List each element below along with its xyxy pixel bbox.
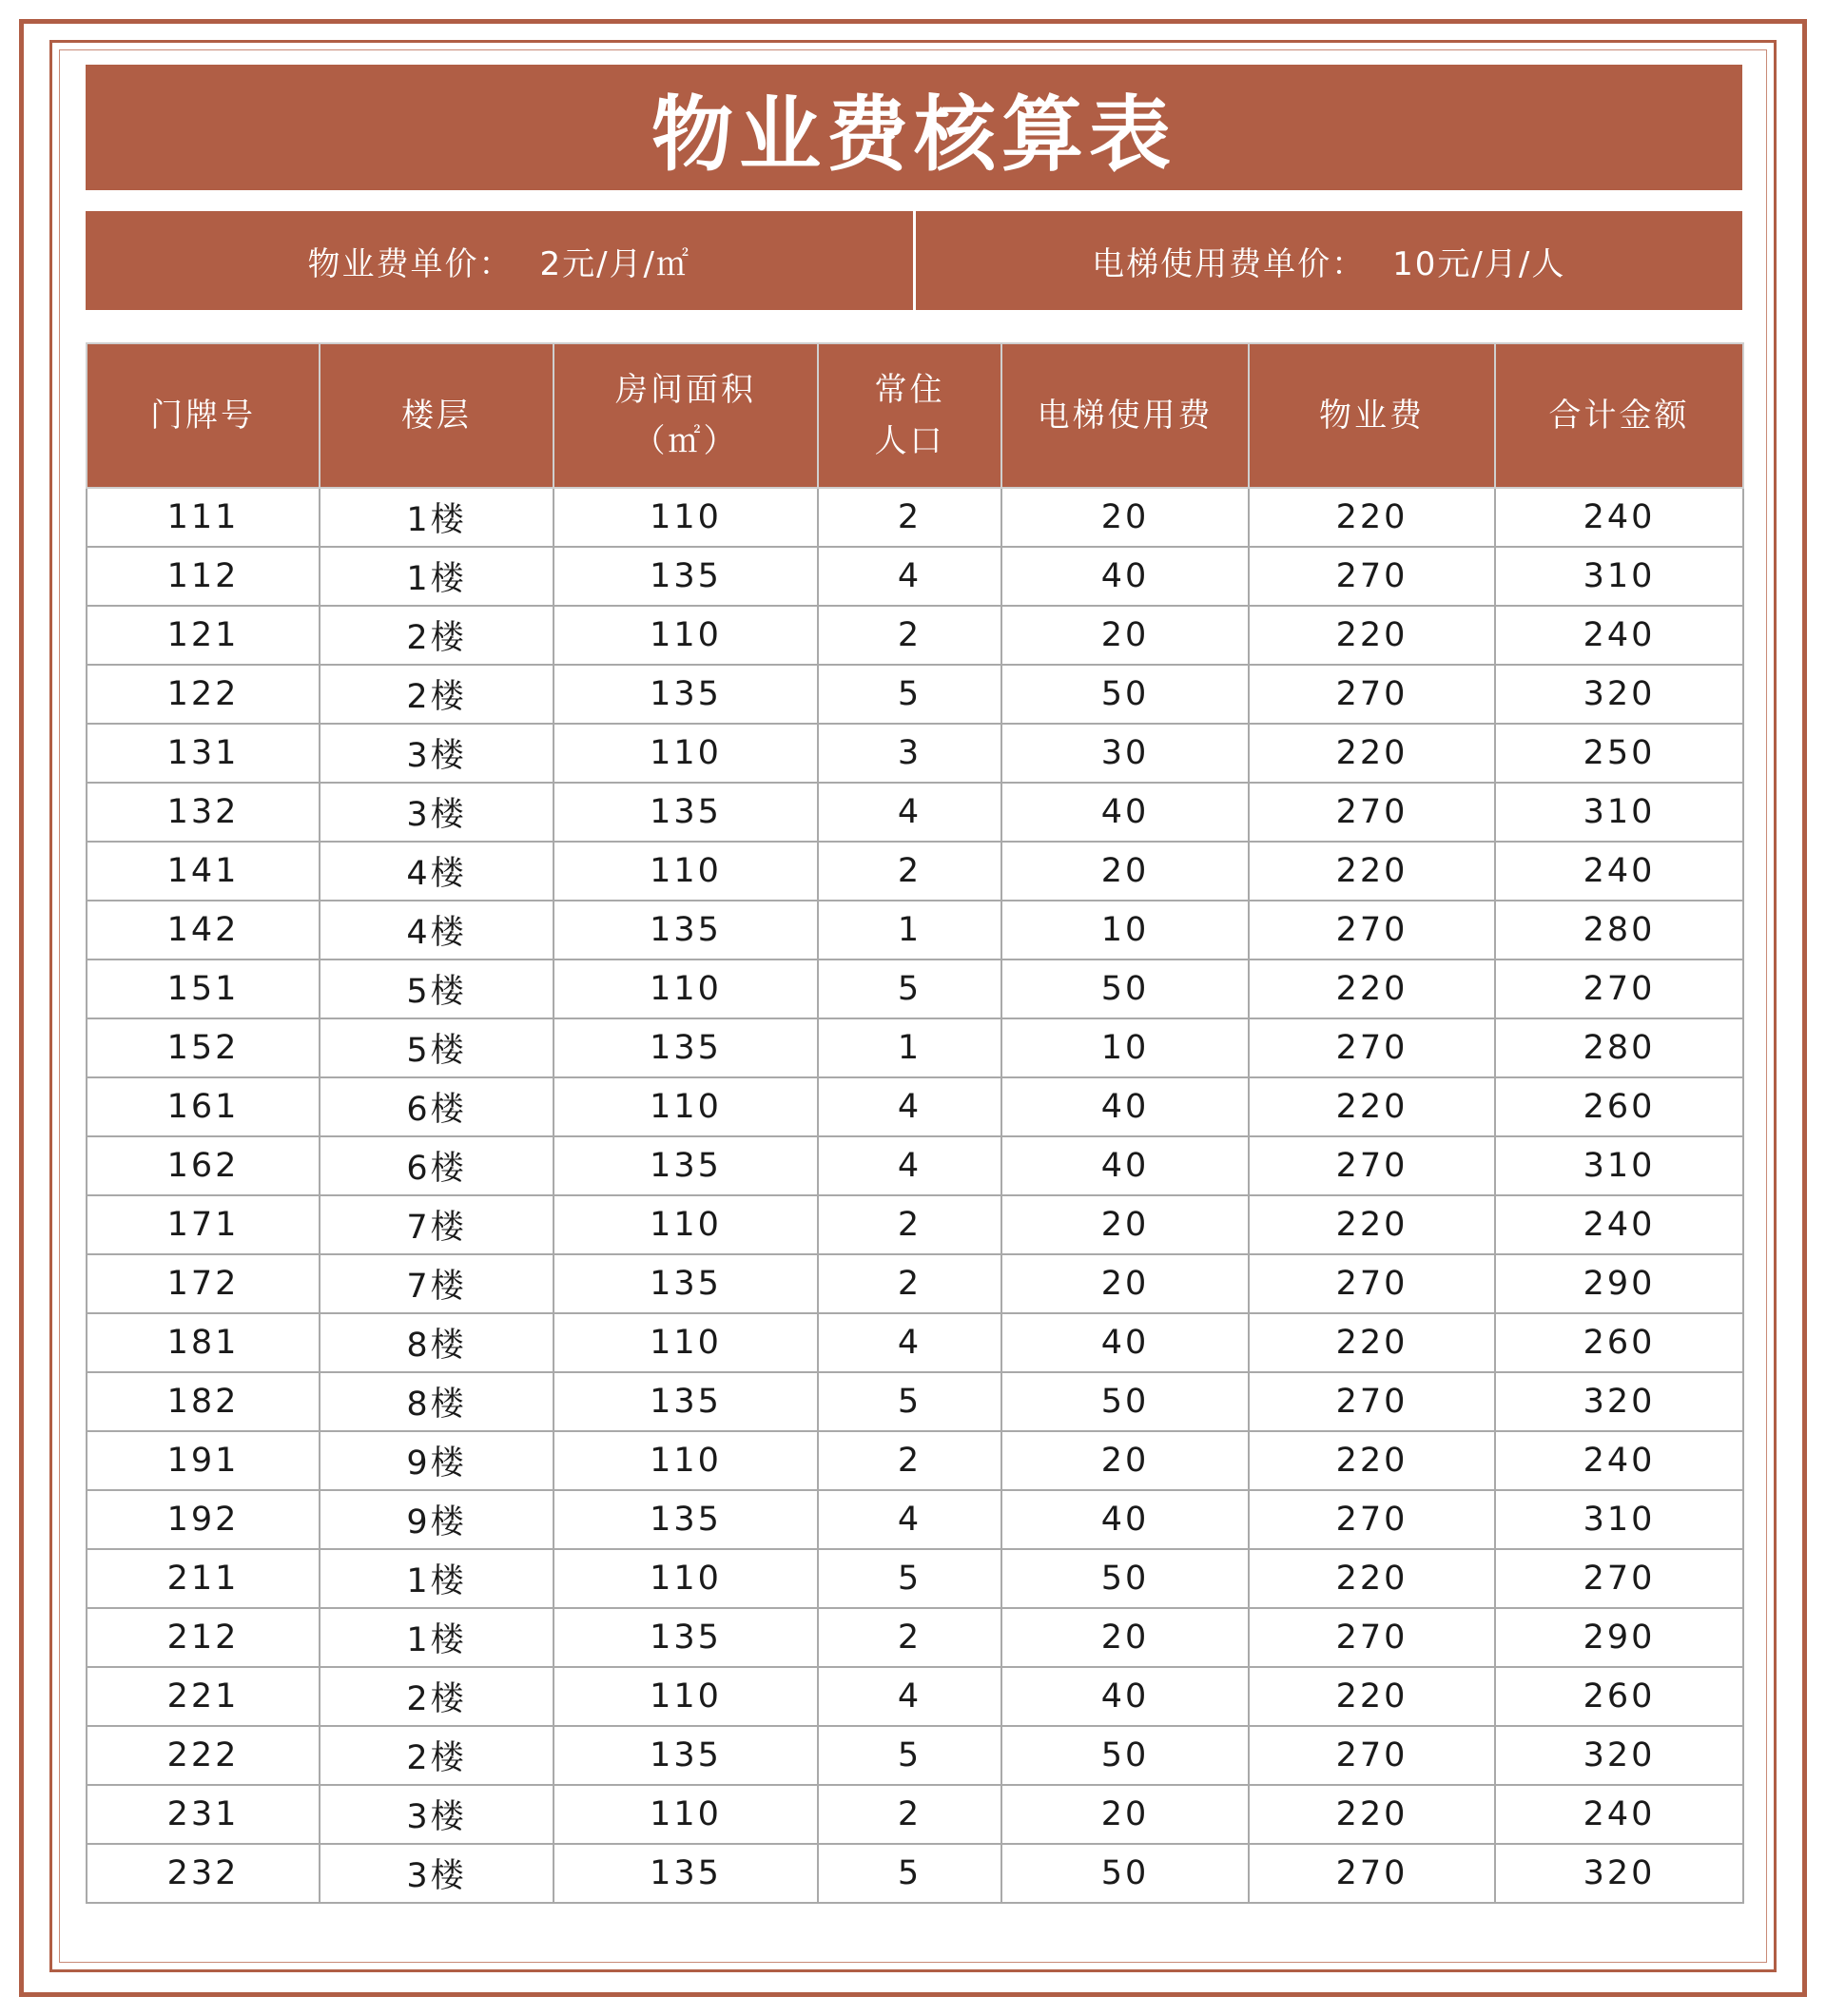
- residents-cell: 4: [818, 1667, 1001, 1726]
- total-amount-cell: 280: [1495, 1018, 1743, 1077]
- door-number-cell: 131: [87, 724, 320, 783]
- table-row: [87, 1785, 1743, 1844]
- property-fee-cell: 220: [1249, 1549, 1495, 1608]
- header-door-number: 门牌号: [87, 343, 320, 488]
- total-amount-cell: 240: [1495, 1195, 1743, 1254]
- door-number-cell: 211: [87, 1549, 320, 1608]
- total-amount-cell: 320: [1495, 1726, 1743, 1785]
- elevator-fee-cell: 10: [1001, 1018, 1249, 1077]
- room-area-cell: 110: [554, 1667, 818, 1726]
- elevator-fee-cell: 20: [1001, 1254, 1249, 1313]
- table-row: [87, 1490, 1743, 1549]
- elevator-fee-cell: 50: [1001, 960, 1249, 1018]
- property-fee-unit-price: [86, 211, 913, 310]
- residents-cell: 1: [818, 901, 1001, 960]
- room-area-cell: 110: [554, 960, 818, 1018]
- header-room-area: 房间面积 （㎡）: [554, 343, 818, 488]
- table-row: [87, 783, 1743, 842]
- door-number-cell: 121: [87, 606, 320, 665]
- residents-cell: 2: [818, 488, 1001, 547]
- property-fee-cell: 220: [1249, 724, 1495, 783]
- total-amount-cell: 240: [1495, 1785, 1743, 1844]
- total-amount-cell: 250: [1495, 724, 1743, 783]
- table-row: [87, 901, 1743, 960]
- floor-cell: 1楼: [320, 1549, 554, 1608]
- residents-cell: 4: [818, 547, 1001, 606]
- floor-cell: 1楼: [320, 547, 554, 606]
- elevator-fee-cell: 50: [1001, 1844, 1249, 1903]
- floor-cell: 6楼: [320, 1136, 554, 1195]
- room-area-cell: 110: [554, 1549, 818, 1608]
- floor-cell: 3楼: [320, 724, 554, 783]
- total-amount-cell: 240: [1495, 606, 1743, 665]
- door-number-cell: 152: [87, 1018, 320, 1077]
- residents-cell: 5: [818, 1726, 1001, 1785]
- table-row: [87, 1195, 1743, 1254]
- property-fee-cell: 220: [1249, 488, 1495, 547]
- total-amount-cell: 320: [1495, 1372, 1743, 1431]
- total-amount-cell: 240: [1495, 1431, 1743, 1490]
- elevator-fee-cell: 20: [1001, 842, 1249, 901]
- table-row: [87, 1077, 1743, 1136]
- room-area-cell: 135: [554, 1136, 818, 1195]
- table-row: [87, 1549, 1743, 1608]
- floor-cell: 6楼: [320, 1077, 554, 1136]
- table-body: [87, 488, 1743, 1903]
- property-fee-cell: 220: [1249, 1077, 1495, 1136]
- room-area-cell: 135: [554, 547, 818, 606]
- door-number-cell: 112: [87, 547, 320, 606]
- total-amount-cell: 260: [1495, 1313, 1743, 1372]
- property-fee-cell: 220: [1249, 1785, 1495, 1844]
- table-row: [87, 1726, 1743, 1785]
- header-property-fee: 物业费: [1249, 343, 1495, 488]
- elevator-fee-cell: 20: [1001, 1785, 1249, 1844]
- elevator-fee-cell: 50: [1001, 1726, 1249, 1785]
- elevator-fee-cell: 20: [1001, 488, 1249, 547]
- total-amount-cell: 260: [1495, 1077, 1743, 1136]
- property-fee-cell: 270: [1249, 783, 1495, 842]
- table-row: [87, 1844, 1743, 1903]
- floor-cell: 4楼: [320, 842, 554, 901]
- total-amount-cell: 240: [1495, 488, 1743, 547]
- floor-cell: 7楼: [320, 1254, 554, 1313]
- table-row: [87, 724, 1743, 783]
- property-fee-cell: 220: [1249, 606, 1495, 665]
- elevator-fee-cell: 20: [1001, 1608, 1249, 1667]
- table-row: [87, 606, 1743, 665]
- floor-cell: 9楼: [320, 1490, 554, 1549]
- property-fee-cell: 220: [1249, 842, 1495, 901]
- total-amount-cell: 240: [1495, 842, 1743, 901]
- elevator-fee-cell: 10: [1001, 901, 1249, 960]
- fee-table: [86, 342, 1744, 1904]
- property-fee-cell: 270: [1249, 1254, 1495, 1313]
- floor-cell: 5楼: [320, 960, 554, 1018]
- table-row: [87, 665, 1743, 724]
- property-fee-cell: 270: [1249, 1608, 1495, 1667]
- header-elevator-fee: 电梯使用费: [1001, 343, 1249, 488]
- residents-cell: 2: [818, 842, 1001, 901]
- door-number-cell: 142: [87, 901, 320, 960]
- elevator-fee-cell: 40: [1001, 1490, 1249, 1549]
- table-row: [87, 547, 1743, 606]
- table-row: [87, 1608, 1743, 1667]
- room-area-cell: 110: [554, 1313, 818, 1372]
- total-amount-cell: 260: [1495, 1667, 1743, 1726]
- floor-cell: 7楼: [320, 1195, 554, 1254]
- residents-cell: 2: [818, 1431, 1001, 1490]
- elevator-fee-unit-price: [913, 211, 1743, 310]
- floor-cell: 3楼: [320, 1785, 554, 1844]
- total-amount-cell: 320: [1495, 1844, 1743, 1903]
- room-area-cell: 110: [554, 724, 818, 783]
- door-number-cell: 232: [87, 1844, 320, 1903]
- door-number-cell: 111: [87, 488, 320, 547]
- door-number-cell: 151: [87, 960, 320, 1018]
- door-number-cell: 192: [87, 1490, 320, 1549]
- room-area-cell: 110: [554, 1077, 818, 1136]
- room-area-cell: 135: [554, 901, 818, 960]
- room-area-cell: 110: [554, 488, 818, 547]
- room-area-cell: 135: [554, 783, 818, 842]
- residents-cell: 2: [818, 1195, 1001, 1254]
- room-area-cell: 110: [554, 606, 818, 665]
- total-amount-cell: 320: [1495, 665, 1743, 724]
- door-number-cell: 132: [87, 783, 320, 842]
- table-row: [87, 1667, 1743, 1726]
- property-fee-cell: 270: [1249, 547, 1495, 606]
- residents-cell: 5: [818, 665, 1001, 724]
- room-area-cell: 135: [554, 1726, 818, 1785]
- floor-cell: 2楼: [320, 606, 554, 665]
- elevator-fee-cell: 30: [1001, 724, 1249, 783]
- property-fee-cell: 270: [1249, 1726, 1495, 1785]
- residents-cell: 2: [818, 606, 1001, 665]
- room-area-cell: 135: [554, 1254, 818, 1313]
- property-fee-cell: 270: [1249, 1372, 1495, 1431]
- property-fee-unit-price-label: 物业费单价：: [307, 244, 514, 283]
- floor-cell: 9楼: [320, 1431, 554, 1490]
- door-number-cell: 141: [87, 842, 320, 901]
- door-number-cell: 191: [87, 1431, 320, 1490]
- room-area-cell: 135: [554, 1372, 818, 1431]
- header-total-amount: 合计金额: [1495, 343, 1743, 488]
- floor-cell: 3楼: [320, 783, 554, 842]
- property-fee-cell: 270: [1249, 1136, 1495, 1195]
- total-amount-cell: 310: [1495, 783, 1743, 842]
- floor-cell: 1楼: [320, 1608, 554, 1667]
- table-row: [87, 1018, 1743, 1077]
- property-fee-cell: 270: [1249, 901, 1495, 960]
- floor-cell: 1楼: [320, 488, 554, 547]
- property-fee-cell: 220: [1249, 1313, 1495, 1372]
- door-number-cell: 172: [87, 1254, 320, 1313]
- property-fee-cell: 270: [1249, 1018, 1495, 1077]
- room-area-cell: 135: [554, 1608, 818, 1667]
- floor-cell: 2楼: [320, 665, 554, 724]
- property-fee-cell: 270: [1249, 1490, 1495, 1549]
- door-number-cell: 231: [87, 1785, 320, 1844]
- room-area-cell: 135: [554, 665, 818, 724]
- elevator-fee-cell: 40: [1001, 547, 1249, 606]
- page-title: 物业费核算表: [86, 65, 1742, 190]
- floor-cell: 5楼: [320, 1018, 554, 1077]
- door-number-cell: 162: [87, 1136, 320, 1195]
- residents-cell: 5: [818, 960, 1001, 1018]
- elevator-fee-cell: 40: [1001, 1667, 1249, 1726]
- elevator-fee-unit-price-value: 10元/月/人: [1392, 244, 1566, 283]
- elevator-fee-cell: 40: [1001, 1077, 1249, 1136]
- room-area-cell: 110: [554, 1431, 818, 1490]
- elevator-fee-cell: 20: [1001, 1195, 1249, 1254]
- room-area-cell: 135: [554, 1490, 818, 1549]
- door-number-cell: 182: [87, 1372, 320, 1431]
- header-floor: 楼层: [320, 343, 554, 488]
- residents-cell: 2: [818, 1785, 1001, 1844]
- floor-cell: 2楼: [320, 1667, 554, 1726]
- door-number-cell: 171: [87, 1195, 320, 1254]
- total-amount-cell: 270: [1495, 1549, 1743, 1608]
- total-amount-cell: 290: [1495, 1608, 1743, 1667]
- floor-cell: 2楼: [320, 1726, 554, 1785]
- residents-cell: 5: [818, 1844, 1001, 1903]
- residents-cell: 3: [818, 724, 1001, 783]
- elevator-fee-cell: 20: [1001, 606, 1249, 665]
- table-row: [87, 488, 1743, 547]
- total-amount-cell: 310: [1495, 547, 1743, 606]
- table-row: [87, 1254, 1743, 1313]
- door-number-cell: 161: [87, 1077, 320, 1136]
- residents-cell: 4: [818, 1490, 1001, 1549]
- total-amount-cell: 310: [1495, 1136, 1743, 1195]
- property-fee-cell: 220: [1249, 1667, 1495, 1726]
- room-area-cell: 135: [554, 1844, 818, 1903]
- elevator-fee-cell: 40: [1001, 1136, 1249, 1195]
- total-amount-cell: 310: [1495, 1490, 1743, 1549]
- property-fee-cell: 270: [1249, 665, 1495, 724]
- room-area-cell: 110: [554, 1785, 818, 1844]
- table-header-row: [87, 343, 1743, 488]
- floor-cell: 4楼: [320, 901, 554, 960]
- residents-cell: 4: [818, 1077, 1001, 1136]
- elevator-fee-unit-price-label: 电梯使用费单价：: [1092, 244, 1367, 283]
- elevator-fee-cell: 50: [1001, 665, 1249, 724]
- room-area-cell: 135: [554, 1018, 818, 1077]
- total-amount-cell: 290: [1495, 1254, 1743, 1313]
- residents-cell: 4: [818, 1313, 1001, 1372]
- total-amount-cell: 270: [1495, 960, 1743, 1018]
- property-fee-cell: 220: [1249, 960, 1495, 1018]
- property-fee-unit-price-value: 2元/月/㎡: [539, 244, 691, 283]
- residents-cell: 1: [818, 1018, 1001, 1077]
- door-number-cell: 221: [87, 1667, 320, 1726]
- floor-cell: 8楼: [320, 1372, 554, 1431]
- residents-cell: 4: [818, 1136, 1001, 1195]
- elevator-fee-cell: 20: [1001, 1431, 1249, 1490]
- unit-price-bar: [86, 211, 1742, 310]
- header-residents: 常住 人口: [818, 343, 1001, 488]
- residents-cell: 2: [818, 1608, 1001, 1667]
- property-fee-cell: 220: [1249, 1431, 1495, 1490]
- residents-cell: 5: [818, 1372, 1001, 1431]
- table-row: [87, 1372, 1743, 1431]
- residents-cell: 5: [818, 1549, 1001, 1608]
- door-number-cell: 222: [87, 1726, 320, 1785]
- residents-cell: 4: [818, 783, 1001, 842]
- table-row: [87, 1136, 1743, 1195]
- elevator-fee-cell: 50: [1001, 1372, 1249, 1431]
- elevator-fee-cell: 40: [1001, 783, 1249, 842]
- floor-cell: 3楼: [320, 1844, 554, 1903]
- door-number-cell: 122: [87, 665, 320, 724]
- elevator-fee-cell: 50: [1001, 1549, 1249, 1608]
- room-area-cell: 110: [554, 842, 818, 901]
- total-amount-cell: 280: [1495, 901, 1743, 960]
- room-area-cell: 110: [554, 1195, 818, 1254]
- table-row: [87, 842, 1743, 901]
- table-row: [87, 1431, 1743, 1490]
- residents-cell: 2: [818, 1254, 1001, 1313]
- table-row: [87, 1313, 1743, 1372]
- property-fee-cell: 270: [1249, 1844, 1495, 1903]
- door-number-cell: 212: [87, 1608, 320, 1667]
- elevator-fee-cell: 40: [1001, 1313, 1249, 1372]
- door-number-cell: 181: [87, 1313, 320, 1372]
- floor-cell: 8楼: [320, 1313, 554, 1372]
- property-fee-cell: 220: [1249, 1195, 1495, 1254]
- table-row: [87, 960, 1743, 1018]
